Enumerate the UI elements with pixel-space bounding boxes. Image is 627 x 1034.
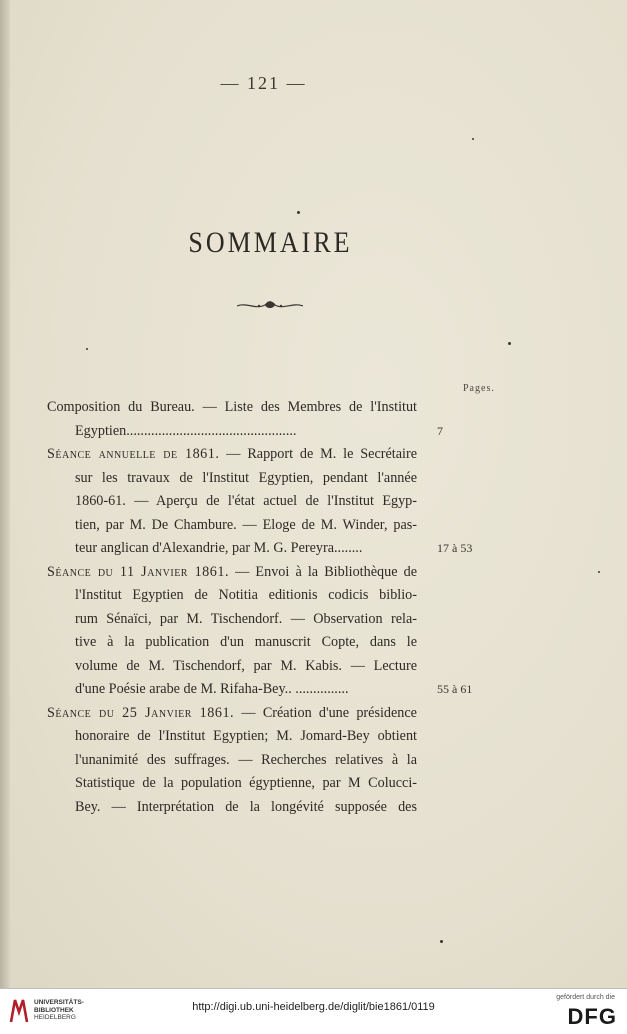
toc-line: d'une Poésie arabe de M. Rifaha-Bey.. ............... 55 à 61 (75, 681, 473, 697)
paper-speck (598, 571, 600, 573)
library-line: BIBLIOTHEK (34, 1006, 74, 1014)
toc-line (47, 561, 417, 585)
toc-line: teur anglican d'Alexandrie, par M. G. Pereyra........ 17 à 53 (75, 540, 473, 556)
toc-line: l'unanimité des suffrages. — Recherches relatives à la (75, 751, 417, 768)
toc-entry (47, 702, 507, 820)
paper-speck (440, 940, 443, 943)
paper-speck (86, 348, 88, 350)
toc-entry (47, 443, 507, 561)
ornament-flourish-icon (235, 298, 305, 312)
table-of-contents (47, 396, 507, 819)
toc-line: tien, par M. De Chambure. — Eloge de M. Winder, pas- (75, 516, 417, 533)
paper-speck (472, 138, 474, 140)
toc-line: Statistique de la population égyptienne, par M Colucci- (75, 775, 417, 791)
viewer-footer (0, 988, 627, 1034)
toc-line (47, 443, 417, 467)
toc-line-text: — Rapport de M. le Secrétaire (219, 446, 417, 462)
pages-column-label: Pages. (463, 383, 495, 394)
library-line: UNIVERSITÄTS- (34, 999, 84, 1006)
toc-line: volume de M. Tischendorf, par M. Kabis. — Lecture (75, 657, 417, 674)
toc-line: Egyptien................................................ 7 (75, 422, 443, 439)
seance-heading: Séance du 11 Janvier 1861. (47, 563, 230, 580)
paper-speck (508, 342, 511, 345)
funded-by-label: gefördert durch die (556, 994, 615, 1001)
toc-line-text: — Création d'une présidence (234, 704, 417, 721)
toc-line: rum Sénaïci, par M. Tischendorf. — Observation rela- (75, 610, 417, 627)
page-title: SOMMAIRE (188, 225, 353, 260)
toc-line: tive à la publication d'un manuscrit Copte, dans le (75, 634, 417, 650)
toc-line-text: teur anglican d'Alexandrie, par M. G. Pereyra........ (75, 540, 363, 556)
toc-line: Bey. — Interprétation de la longévité supposée des (75, 798, 417, 815)
toc-line: sur les travaux de l'Institut Egyptien, pendant l'année (75, 469, 417, 486)
seance-heading: Séance annuelle de 1861. (47, 446, 220, 462)
page-binding-edge (0, 0, 10, 988)
toc-line-text: — Envoi à la Bibliothèque de (229, 563, 417, 580)
toc-line (47, 702, 417, 726)
toc-line: 1860-61. — Aperçu de l'état actuel de l'Institut Egyp- (75, 493, 417, 509)
toc-entry (47, 396, 507, 443)
toc-line-text: Egyptien................................................ (75, 422, 297, 439)
toc-line-text: d'une Poésie arabe de M. Rifaha-Bey.. ............... (75, 681, 349, 697)
paper-speck (297, 211, 300, 214)
permalink-url[interactable]: http://digi.ub.uni-heidelberg.de/diglit/bie1861/0119 (192, 1001, 435, 1013)
seance-heading: Séance du 25 Janvier 1861. (47, 704, 235, 721)
dfg-logo: DFG (567, 1004, 617, 1029)
library-line: HEIDELBERG (34, 1014, 76, 1021)
page-number: — 121 — (220, 73, 307, 93)
toc-line: l'Institut Egyptien de Notitia editionis codicis biblio- (75, 587, 417, 603)
toc-entry (47, 561, 507, 702)
toc-line: Composition du Bureau. — Liste des Membres de l'Institut (47, 399, 417, 415)
toc-line: honoraire de l'Institut Egyptien; M. Jomard-Bey obtient (75, 728, 417, 744)
